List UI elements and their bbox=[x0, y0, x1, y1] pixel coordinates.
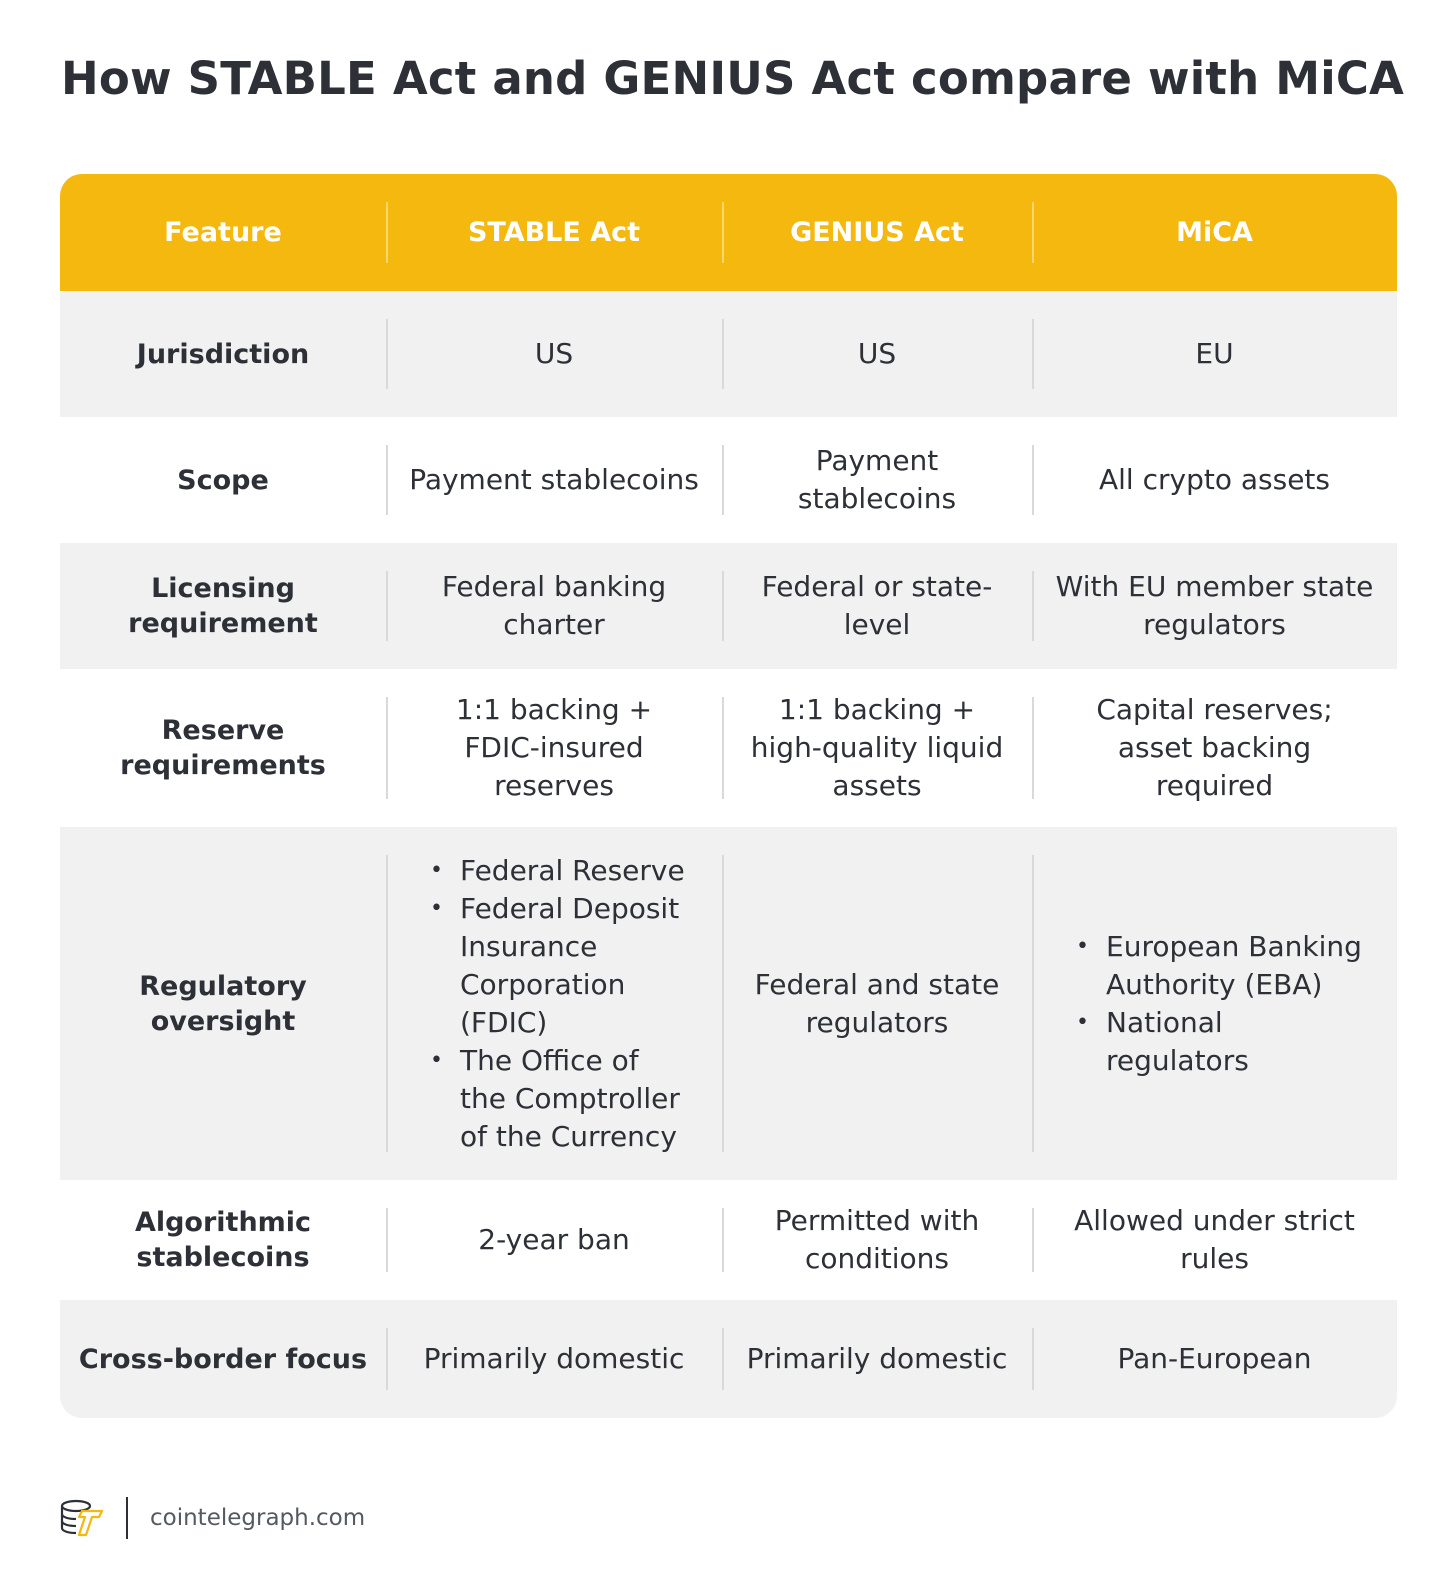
row-genius: Permitted with conditions bbox=[722, 1180, 1032, 1300]
stable-oversight-list bbox=[430, 852, 692, 1156]
row-mica: EU bbox=[1032, 291, 1397, 417]
row-genius: Federal or state-level bbox=[722, 543, 1032, 669]
row-mica: Capital reserves; asset backing required bbox=[1032, 669, 1397, 827]
header-mica: MiCA bbox=[1032, 174, 1397, 291]
table-row bbox=[60, 1300, 1397, 1418]
row-feature: Reserve requirements bbox=[120, 715, 326, 781]
row-mica: With EU member state regulators bbox=[1032, 543, 1397, 669]
table-row bbox=[60, 669, 1397, 827]
list-item: • National regulators bbox=[1076, 1004, 1373, 1080]
row-mica bbox=[1032, 827, 1397, 1180]
row-stable: 1:1 backing + FDIC-insured reserves bbox=[386, 669, 722, 827]
row-mica: Pan-European bbox=[1032, 1300, 1397, 1418]
site-link[interactable]: cointelegraph.com bbox=[150, 1505, 366, 1531]
row-stable: Federal banking charter bbox=[386, 543, 722, 669]
row-feature: Scope bbox=[177, 464, 269, 496]
row-stable: US bbox=[386, 291, 722, 417]
table-header bbox=[60, 174, 1397, 291]
header-genius-act: GENIUS Act bbox=[722, 174, 1032, 291]
list-item: • The Office of the Comptroller of the Currency bbox=[430, 1042, 692, 1156]
table-row bbox=[60, 1180, 1397, 1300]
footer-divider bbox=[126, 1497, 128, 1539]
row-genius: US bbox=[722, 291, 1032, 417]
row-stable: 2-year ban bbox=[386, 1180, 722, 1300]
header-stable-act: STABLE Act bbox=[386, 174, 722, 291]
row-genius: Primarily domestic bbox=[722, 1300, 1032, 1418]
row-feature: Cross-border focus bbox=[78, 1343, 368, 1375]
table-row bbox=[60, 291, 1397, 417]
header-feature: Feature bbox=[164, 216, 282, 248]
table-row bbox=[60, 417, 1397, 543]
row-mica: Allowed under strict rules bbox=[1032, 1180, 1397, 1300]
row-genius: 1:1 backing + high-quality liquid assets bbox=[722, 669, 1032, 827]
row-feature: Licensing requirement bbox=[128, 573, 318, 639]
row-stable: Primarily domestic bbox=[386, 1300, 722, 1418]
table-row bbox=[60, 543, 1397, 669]
table-row bbox=[60, 827, 1397, 1180]
row-feature: Algorithmic stablecoins bbox=[134, 1207, 312, 1273]
list-item: • Federal Reserve bbox=[430, 852, 692, 890]
page-title: How STABLE Act and GENIUS Act compare with MiCA bbox=[61, 52, 1405, 105]
row-stable bbox=[386, 827, 722, 1180]
list-item: • European Banking Authority (EBA) bbox=[1076, 928, 1373, 1004]
row-genius: Federal and state regulators bbox=[722, 827, 1032, 1180]
list-item: • Federal Deposit Insurance Corporation (FDIC) bbox=[430, 890, 692, 1042]
row-mica: All crypto assets bbox=[1032, 417, 1397, 543]
row-genius: Payment stablecoins bbox=[722, 417, 1032, 543]
cointelegraph-logo-icon bbox=[60, 1497, 106, 1539]
comparison-table bbox=[60, 174, 1397, 1418]
row-feature: Regulatory oversight bbox=[139, 970, 307, 1037]
footer bbox=[60, 1497, 365, 1539]
mica-oversight-list bbox=[1076, 928, 1373, 1080]
row-feature: Jurisdiction bbox=[136, 338, 310, 370]
row-stable: Payment stablecoins bbox=[386, 417, 722, 543]
